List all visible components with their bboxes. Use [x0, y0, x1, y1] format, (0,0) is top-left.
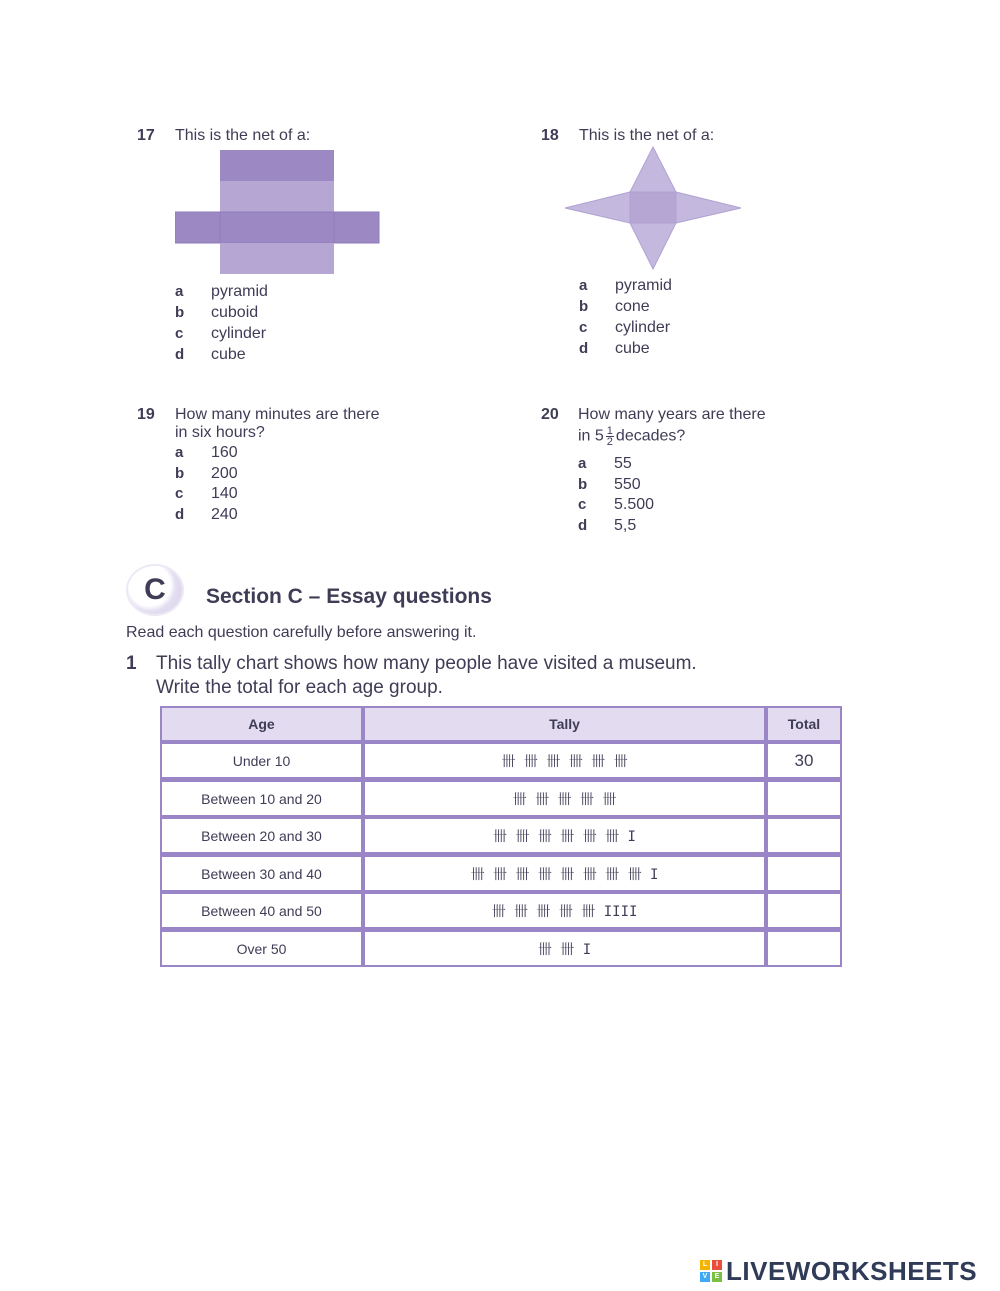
section-c-badge: C [128, 566, 182, 614]
total-input-cell[interactable] [766, 929, 842, 967]
logo-blocks-icon [700, 1260, 722, 1282]
logo-block: I [712, 1260, 722, 1270]
question-17-number: 17 [137, 127, 155, 144]
fraction-one-half [606, 426, 614, 447]
tally-cell: 卌 卌 卌 卌 卌 卌 [363, 742, 766, 779]
option-letter: a [579, 277, 588, 294]
header-tally: Tally [363, 706, 766, 742]
q19-option-a[interactable] [175, 442, 238, 463]
q17-option-b[interactable] [175, 302, 258, 323]
net-face [220, 243, 334, 274]
option-text: 160 [211, 444, 238, 461]
essay-question-1-number: 1 [126, 653, 137, 674]
logo-text: LIVEWORKSHEETS [726, 1255, 978, 1286]
option-text: cuboid [211, 304, 259, 321]
question-19-text-line1: How many minutes are there [175, 406, 380, 423]
net-face [220, 150, 334, 181]
net-face [334, 212, 379, 243]
table-header-row [160, 706, 842, 742]
tally-table [160, 706, 842, 967]
age-cell: Under 10 [160, 742, 363, 779]
fraction-numerator: 1 [606, 425, 613, 437]
tally-cell: 卌 卌 I [363, 929, 766, 967]
option-letter: d [578, 517, 588, 534]
logo-block: E [712, 1272, 722, 1282]
q20-option-a[interactable] [578, 453, 632, 474]
option-letter: d [175, 346, 185, 363]
table-row [160, 779, 842, 817]
net-face [565, 192, 630, 223]
q20-option-b[interactable] [578, 474, 641, 495]
option-text: 55 [614, 455, 632, 472]
essay-question-1-line1: This tally chart shows how many people have visited a museum. [156, 653, 697, 674]
logo-block: V [700, 1272, 710, 1282]
option-text: cone [615, 298, 650, 315]
table-row [160, 892, 842, 929]
total-input-cell[interactable] [766, 779, 842, 817]
option-text: 5.500 [614, 496, 655, 513]
table-row [160, 854, 842, 892]
question-17-text: This is the net of a: [175, 127, 311, 144]
total-cell: 30 [766, 742, 842, 779]
net-face [630, 147, 676, 192]
q20-text-post: decades? [615, 427, 686, 445]
essay-question-1-line2: Write the total for each age group. [156, 677, 443, 698]
net-face [630, 223, 676, 269]
option-text: 240 [211, 506, 238, 523]
age-cell: Between 30 and 40 [160, 854, 363, 892]
option-text: cylinder [211, 325, 267, 342]
q17-option-d[interactable] [175, 344, 246, 365]
net-face [630, 192, 676, 223]
option-letter: d [175, 506, 185, 523]
option-text: cube [615, 340, 650, 357]
q18-option-b[interactable] [579, 296, 650, 317]
total-input-cell[interactable] [766, 892, 842, 929]
option-text: cylinder [615, 319, 671, 336]
cuboid-net-figure [175, 150, 381, 276]
total-input-cell[interactable] [766, 854, 842, 892]
option-letter: a [175, 444, 184, 461]
option-letter: b [175, 465, 185, 482]
option-text: 5,5 [614, 517, 637, 534]
tally-cell: 卌 卌 卌 卌 卌 IIII [363, 892, 766, 929]
net-face [220, 181, 334, 212]
q18-option-a[interactable] [579, 275, 672, 296]
q18-option-c[interactable] [579, 317, 670, 338]
option-letter: a [175, 283, 184, 300]
question-19-text-line2: in six hours? [175, 424, 265, 441]
option-letter: b [579, 298, 589, 315]
table-row [160, 929, 842, 967]
net-face [175, 212, 220, 243]
age-cell: Between 20 and 30 [160, 817, 363, 854]
option-text: cube [211, 346, 246, 363]
q17-option-a[interactable] [175, 281, 268, 302]
q20-option-d[interactable] [578, 515, 636, 536]
q20-option-c[interactable] [578, 494, 654, 515]
age-cell: Over 50 [160, 929, 363, 967]
tally-cell: 卌 卌 卌 卌 卌 卌 卌 卌 I [363, 854, 766, 892]
header-total: Total [766, 706, 842, 742]
q19-option-c[interactable] [175, 483, 238, 504]
question-19-number: 19 [137, 406, 155, 423]
question-18-number: 18 [541, 127, 559, 144]
fraction-denominator: 2 [606, 436, 613, 448]
age-cell: Between 40 and 50 [160, 892, 363, 929]
pyramid-net-figure [563, 145, 743, 271]
question-20-number: 20 [541, 406, 559, 423]
option-letter: c [175, 325, 184, 342]
total-input-cell[interactable] [766, 817, 842, 854]
table-row [160, 817, 842, 854]
age-cell: Between 10 and 20 [160, 779, 363, 817]
option-text: 550 [614, 476, 641, 493]
net-face [220, 212, 334, 243]
table-row [160, 742, 842, 779]
q19-option-d[interactable] [175, 504, 238, 525]
q18-option-d[interactable] [579, 338, 650, 359]
option-text: 140 [211, 485, 238, 502]
logo-block: L [700, 1260, 710, 1270]
question-18-text: This is the net of a: [579, 127, 715, 144]
option-letter: a [578, 455, 587, 472]
q17-option-c[interactable] [175, 323, 266, 344]
q20-text-pre: in 5 [578, 427, 604, 445]
option-letter: c [578, 496, 587, 513]
net-face [676, 192, 741, 223]
tally-cell: 卌 卌 卌 卌 卌 [363, 779, 766, 817]
tally-cell: 卌 卌 卌 卌 卌 卌 I [363, 817, 766, 854]
question-20-text-line2 [578, 426, 685, 447]
option-letter: c [579, 319, 588, 336]
option-letter: c [175, 485, 184, 502]
option-letter: b [175, 304, 185, 321]
option-text: pyramid [211, 283, 268, 300]
q19-option-b[interactable] [175, 463, 238, 484]
section-heading: Section C – Essay questions [206, 585, 492, 608]
option-letter: b [578, 476, 588, 493]
option-text: 200 [211, 465, 238, 482]
header-age: Age [160, 706, 363, 742]
option-letter: d [579, 340, 589, 357]
option-text: pyramid [615, 277, 672, 294]
question-20-text-line1: How many years are there [578, 406, 766, 423]
section-instructions: Read each question carefully before answering it. [126, 624, 477, 641]
liveworksheets-logo [700, 1257, 977, 1285]
